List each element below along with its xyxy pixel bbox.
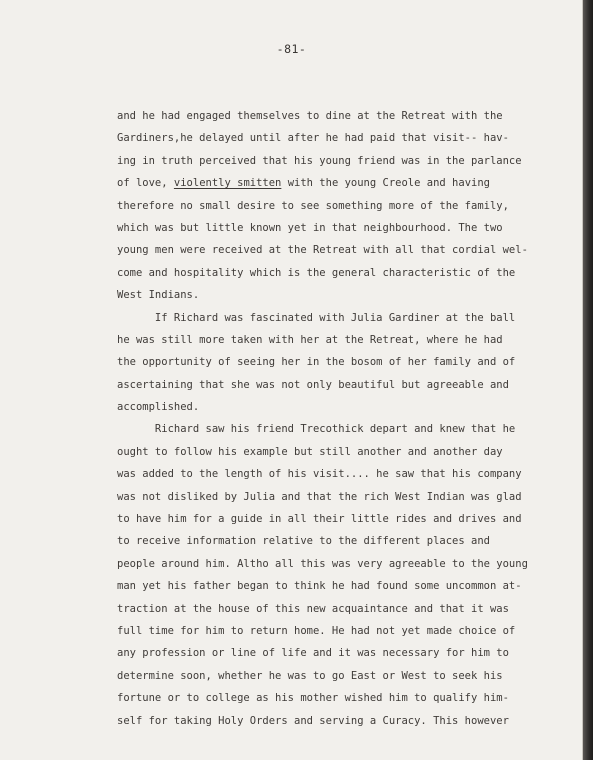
body-text	[117, 105, 557, 732]
text-segment: ought to follow his example but still another and another day	[117, 445, 503, 458]
text-segment: which was but little known yet in that neighbourhood. The two	[117, 221, 503, 234]
text-line	[117, 329, 557, 351]
text-line	[117, 642, 557, 664]
text-line	[117, 284, 557, 306]
text-segment: fortune or to college as his mother wished him to qualify him-	[117, 692, 509, 705]
text-line	[117, 351, 557, 373]
text-segment: If Richard was fascinated with Julia Gardiner at the ball	[117, 311, 516, 324]
text-segment: accomplished.	[117, 401, 200, 414]
text-line	[117, 418, 557, 440]
text-segment: Richard saw his friend Trecothick depart and knew that he	[117, 423, 516, 436]
text-segment: was added to the length of his visit.... he saw that his company	[117, 468, 522, 481]
text-line	[117, 262, 557, 284]
text-line	[117, 127, 557, 149]
page-number: -81-	[276, 42, 307, 56]
text-segment: man yet his father began to think he had found some uncommon at-	[117, 580, 522, 593]
text-line	[117, 150, 557, 172]
text-line	[117, 172, 557, 194]
text-line	[117, 553, 557, 575]
text-line	[117, 463, 557, 485]
text-line	[117, 620, 557, 642]
text-line	[117, 710, 557, 732]
text-segment: to have him for a guide in all their little rides and drives and	[117, 513, 522, 526]
text-segment: was not disliked by Julia and that the rich West Indian was glad	[117, 490, 522, 503]
page-edge-shadow	[583, 0, 593, 760]
text-line	[117, 217, 557, 239]
text-segment: with the young Creole and having	[281, 177, 490, 190]
text-segment: determine soon, whether he was to go East or West to seek his	[117, 669, 503, 682]
text-line	[117, 441, 557, 463]
text-line	[117, 307, 557, 329]
text-segment: and he had engaged themselves to dine at the Retreat with the	[117, 110, 503, 122]
text-line	[117, 665, 557, 687]
text-line	[117, 508, 557, 530]
text-segment: full time for him to return home. He had not yet made choice of	[117, 624, 516, 637]
text-line	[117, 195, 557, 217]
underlined-phrase: violently smitten	[173, 177, 282, 190]
text-segment: ing in truth perceived that his young friend was in the parlance	[117, 154, 522, 167]
text-segment: to receive information relative to the different places and	[117, 535, 490, 548]
text-line	[117, 239, 557, 261]
text-segment: he was still more taken with her at the Retreat, where he had	[117, 333, 503, 346]
text-segment: ascertaining that she was not only beautiful but agreeable and	[117, 378, 509, 391]
text-line	[117, 396, 557, 418]
text-line	[117, 486, 557, 508]
text-line	[117, 105, 557, 127]
text-segment: self for taking Holy Orders and serving a Curacy. This however	[117, 714, 509, 727]
text-segment: young men were received at the Retreat with all that cordial wel-	[117, 244, 528, 257]
text-segment: people around him. Altho all this was very agreeable to the young	[117, 557, 528, 570]
text-segment: Gardiners,he delayed until after he had paid that visit-- hav-	[117, 132, 509, 145]
text-line	[117, 374, 557, 396]
text-segment: any profession or line of life and it was necessary for him to	[117, 647, 509, 660]
text-segment: the opportunity of seeing her in the bosom of her family and of	[117, 356, 516, 369]
text-segment: traction at the house of this new acquaintance and that it was	[117, 602, 509, 615]
text-line	[117, 687, 557, 709]
text-segment: of love,	[117, 177, 174, 190]
text-line	[117, 530, 557, 552]
text-line	[117, 598, 557, 620]
text-line	[117, 575, 557, 597]
text-segment: West Indians.	[117, 289, 200, 302]
text-segment: come and hospitality which is the general characteristic of the	[117, 266, 516, 279]
text-segment: therefore no small desire to see something more of the family,	[117, 199, 509, 212]
